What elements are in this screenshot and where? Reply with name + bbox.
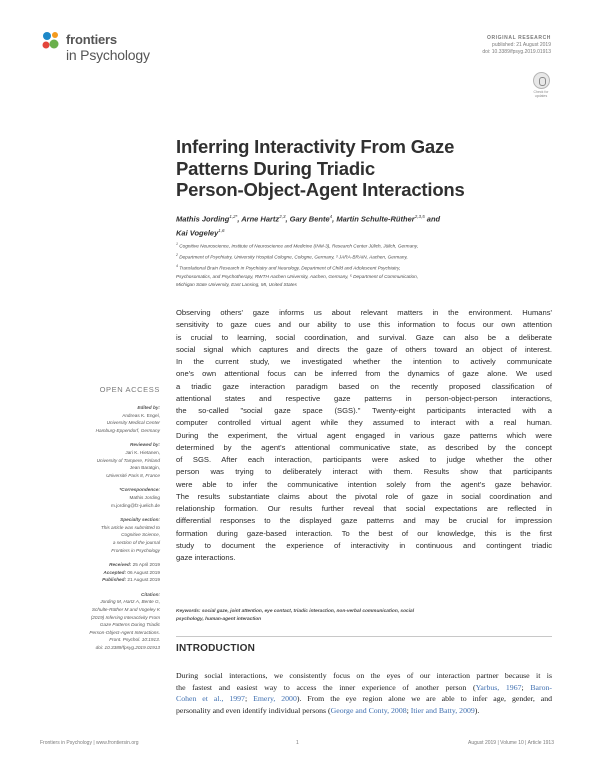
- editor-affiliation: University Medical Center: [106, 420, 160, 426]
- abstract-line: the so-called "social gaze space (SGS)." Twenty-eight participants interacted with a: [176, 406, 552, 415]
- affiliation: [176, 251, 536, 262]
- article-date: [40, 569, 160, 577]
- affiliation: [176, 262, 536, 273]
- citation-line: Jording M, Hartz A, Bente G,: [100, 599, 160, 605]
- reviewed-by-block: [40, 441, 160, 479]
- footer-issue-info: August 2019 | Volume 10 | Article 1913: [468, 740, 554, 746]
- article-sidebar: [40, 385, 160, 659]
- author-affiliation-mark: 1,6: [218, 227, 225, 233]
- intro-text-run: ;: [244, 694, 254, 703]
- specialty-section-block: [40, 516, 160, 554]
- editor-affiliation: Hamburg-Eppendorf, Germany: [95, 427, 160, 433]
- affiliation: [176, 273, 536, 281]
- intro-text-run: ). From the eye region alone we are able to infer age, gender, and: [296, 694, 553, 703]
- abstract-line: determined by the agent's attentional communicative state, as described by the concept: [176, 442, 552, 452]
- abstract-line: a triadic gaze interaction paradigm based on the recently proposed classification of: [176, 381, 552, 391]
- specialty-line: Frontiers in Psychology: [111, 547, 160, 553]
- citation-line: Schulte-Rüther M and Vogeley K: [91, 607, 160, 613]
- citation-block: [40, 591, 160, 652]
- affiliation-text: Department of Psychiatry, University Hospital Cologne, Cologne, Germany, ³ JARA-BRAIN, Aachen, Germany,: [179, 254, 408, 260]
- specialty-line: Cognitive Science,: [121, 532, 160, 538]
- check-updates-icon: [533, 72, 550, 89]
- abstract-line: social signal which captures and directs the gaze of others toward an object of interest.: [176, 344, 552, 354]
- author-conjunction: and: [426, 214, 441, 224]
- citation-line: Front. Psychol. 10:1913.: [109, 637, 160, 643]
- affiliation-number: 2: [176, 252, 178, 257]
- author-list: [176, 211, 516, 238]
- date-label: Received:: [109, 562, 132, 568]
- title-line: Inferring Interactivity From Gaze: [176, 136, 455, 157]
- title-line: Person-Object-Agent Interactions: [176, 179, 465, 200]
- corresponding-author: Mathis Jording: [129, 494, 160, 500]
- intro-text-run: ;: [406, 705, 411, 715]
- citation-link[interactable]: Baron-: [530, 682, 552, 692]
- correspondence-label: *Correspondence:: [119, 487, 160, 493]
- abstract-line: were able to infer the communicative intention solely from the agent's gaze behavior.: [176, 479, 552, 489]
- abstract-line: attentional states and respective gaze patterns in person-object-person interactions,: [176, 393, 552, 403]
- abstract-line: sensitivity to gaze cues and our ability to use this information to focus our own attention: [176, 320, 552, 330]
- intro-text-run: ).: [474, 705, 480, 715]
- author-affiliation-mark: 1,2*: [229, 214, 238, 219]
- author-name[interactable]: Arne Hartz: [241, 214, 280, 224]
- section-tag: ORIGINAL RESEARCH: [486, 35, 551, 41]
- intro-line: [176, 670, 552, 682]
- page-number: 1: [296, 740, 299, 746]
- date-value: 06 August 2019: [127, 569, 160, 575]
- author-affiliation-mark: 2,3,5: [414, 214, 425, 219]
- section-divider: [176, 636, 552, 637]
- specialty-line: a section of the journal: [112, 539, 160, 545]
- article-date: [40, 561, 160, 569]
- logo-brand: frontiers: [66, 32, 117, 47]
- affiliation-text: Psychosomatics, and Psychotherapy, RWTH Aachen University, Aachen, Germany, ⁵ Department of Communication,: [176, 273, 418, 279]
- affiliation-list: [176, 240, 536, 290]
- keywords: [176, 608, 552, 623]
- author-name[interactable]: Kai Vogeley: [176, 228, 219, 237]
- citation-link[interactable]: Yarbus, 1967: [475, 682, 522, 692]
- author-name[interactable]: Martin Schulte-Rüther: [336, 214, 415, 224]
- abstract-line: computer controlled virtual agent while they assumed to interact with a real human.: [176, 418, 552, 428]
- affiliation-text: Translational Brain Research in Psychiatry and Neurology, Department of Child and Adolescent Psychiatry,: [179, 265, 401, 271]
- check-for-updates-badge[interactable]: [531, 72, 551, 102]
- published-date: published: 21 August 2019: [492, 42, 551, 48]
- author-name[interactable]: Mathis Jording: [176, 214, 230, 224]
- abstract-line: differential responses to the displayed gaze patterns and may be crucial for impression: [176, 516, 552, 526]
- abstract-line: relationship formation. Our results further reveal that social expectations are reflected in: [176, 504, 552, 513]
- doi-link[interactable]: doi: 10.3389/fpsyg.2019.01913: [482, 49, 551, 55]
- correspondence-block: [40, 486, 160, 509]
- article-date: [40, 576, 160, 584]
- intro-text-run: During social interactions, we consistently focus on the eyes of our interaction partner because it is: [176, 671, 552, 680]
- citation-line: Gaze Patterns During Triadic: [99, 622, 160, 628]
- intro-text-run: the fastest and easiest way to access the inner experience of another person (: [176, 682, 476, 692]
- author-line: Mathis Jording$^{1,2*}$, Arne Hartz$^{2,3}$, Gary Bente$^4$, Martin Schulte-Rüther$^{2,3,5}$ and: [176, 214, 441, 224]
- keywords-line: Keywords: social gaze, joint attention, eye contact, triadic interaction, non-verbal communication, social: [176, 609, 415, 614]
- abstract-line: is crucial to learning, social coordination, and survival. Gaze can also be a deliberate: [176, 332, 552, 342]
- citation-link[interactable]: Itier and Batty, 2009: [410, 705, 475, 715]
- intro-line: [176, 705, 552, 717]
- citation-line: Person-Object-Agent Interactions.: [89, 629, 160, 635]
- reviewer-affiliation: Université Paris 8, France: [106, 472, 160, 478]
- specialty-line: This article was submitted to: [100, 524, 160, 530]
- citation-doi-link[interactable]: doi: 10.3389/fpsyg.2019.01913: [95, 645, 160, 651]
- footer-journal-link[interactable]: Frontiers in Psychology | www.frontiersin.org: [40, 740, 139, 746]
- citation-link[interactable]: George and Conty, 2008: [330, 705, 407, 715]
- citation-link[interactable]: Emery, 2000: [253, 694, 297, 703]
- abstract-line: In the current study, we investigated whether the intention to actively communicate: [176, 357, 552, 366]
- reviewer-name[interactable]: Jean Baratgin,: [129, 465, 160, 471]
- author-line: [176, 225, 516, 239]
- citation-link[interactable]: Cohen et al., 1997: [176, 694, 245, 703]
- abstract: [176, 307, 552, 564]
- abstract-line: study to document the experience of interactivity in continuous and contingent triadic: [176, 540, 552, 550]
- date-value: 25 April 2019: [132, 562, 160, 568]
- author-affiliation-mark: 4: [329, 214, 333, 219]
- reviewed-by-label: Reviewed by:: [130, 442, 160, 448]
- specialty-section-label: Specialty section:: [120, 517, 160, 523]
- affiliation: [176, 240, 536, 251]
- abstract-line: The results substantiate claims about the pivotal role of gaze in social coordination and: [176, 491, 552, 501]
- open-access-label: OPEN ACCESS: [99, 385, 160, 394]
- date-label: Accepted:: [103, 569, 127, 575]
- intro-text-run: personality and even identify individual persons (: [176, 705, 331, 715]
- keywords-line: psychology, human-agent interaction: [176, 616, 262, 622]
- logo-journal: in Psychology: [66, 47, 150, 63]
- affiliation-number: 1: [176, 242, 178, 246]
- editor-name[interactable]: Andreas K. Engel,: [122, 412, 160, 418]
- intro-line: [176, 682, 552, 694]
- author-name[interactable]: Gary Bente: [289, 214, 330, 224]
- title-line: Patterns During Triadic: [176, 157, 375, 179]
- intro-text-run: ;: [521, 682, 531, 692]
- affiliation-text: Michigan State University, East Lansing, MI, United States: [176, 282, 297, 288]
- edited-by-label: Edited by:: [137, 405, 160, 410]
- introduction-paragraph: [176, 670, 552, 716]
- reviewer-affiliation: University of Tampere, Finland: [96, 457, 160, 463]
- reviewer-name[interactable]: Jari K. Hietanen,: [125, 449, 160, 455]
- article-title: [176, 136, 536, 201]
- article-meta: [482, 35, 551, 55]
- abstract-line: gaze interactions.: [176, 553, 236, 562]
- intro-line: [176, 693, 552, 705]
- journal-logo[interactable]: [40, 28, 180, 68]
- frontiers-logo-icon: [40, 30, 62, 52]
- abstract-line: Observing others' gaze informs us about relevant matters in the environment. Humans': [176, 308, 552, 317]
- date-value: 21 August 2019: [127, 577, 160, 583]
- correspondence-email-link[interactable]: m.jording@fz-juelich.de: [110, 502, 160, 508]
- affiliation-text: Cognitive Neuroscience, Institute of Neuroscience and Medicine (INM-3), Research Center Jülich, Jülich, Germany,: [179, 243, 419, 249]
- edited-by-block: [40, 404, 160, 434]
- affiliation: [176, 281, 536, 289]
- affiliation-number: 4: [176, 263, 178, 268]
- abstract-line: person was trying to deliberately interact with them. Results show that participants: [176, 467, 552, 477]
- article-dates: [40, 561, 160, 584]
- abstract-line: During the experiment, the virtual agent engaged in various gaze patterns which were: [176, 430, 552, 440]
- section-heading-introduction: INTRODUCTION: [176, 643, 256, 654]
- date-label: Published:: [102, 577, 127, 583]
- abstract-line: formation during gaze-based interaction. To the best of our knowledge, this is the first: [176, 528, 552, 538]
- citation-line: (2019) Inferring Interactivity From: [90, 614, 160, 620]
- abstract-line: one's own attentional focus can be inferred from the dynamics of gaze alone. We used: [176, 369, 552, 379]
- abstract-line: of SGS. After each interaction, participants were asked to judge whether the other: [176, 455, 552, 464]
- page-footer: [40, 740, 554, 752]
- badge-label: Check for updates: [533, 90, 549, 98]
- author-affiliation-mark: 2,3: [279, 214, 286, 219]
- citation-label: Citation:: [140, 591, 160, 597]
